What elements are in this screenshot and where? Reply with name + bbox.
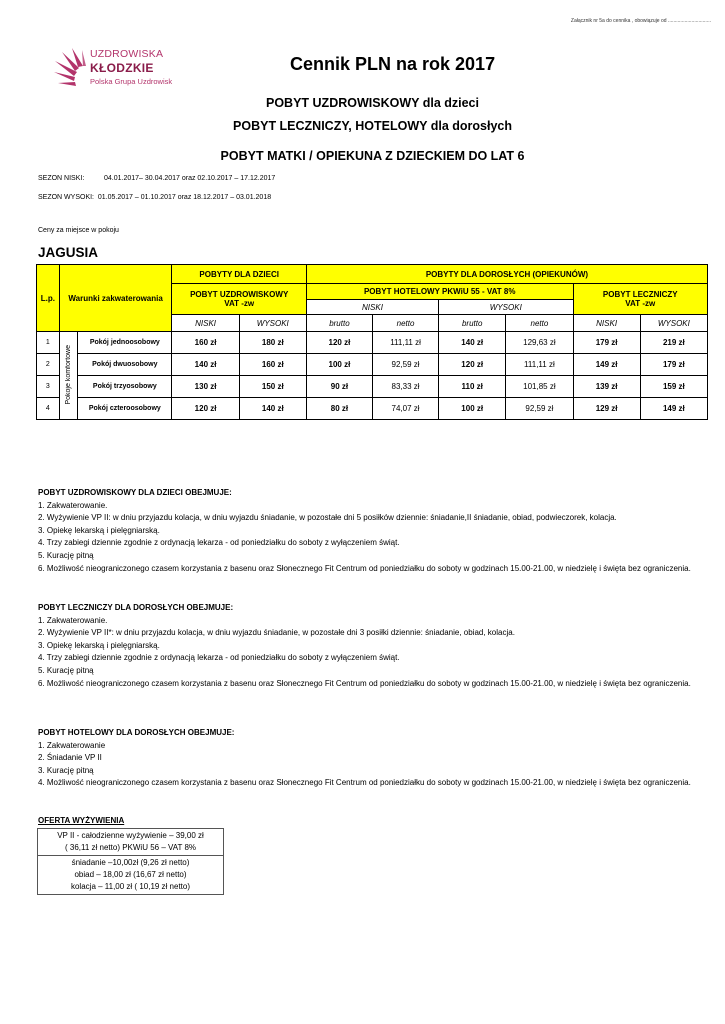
price-cell: 130 zł [172,376,239,398]
header-hotel-wysoki: WYSOKI [439,300,573,315]
header-h-wysoki-netto: netto [506,315,573,332]
header-leczniczy [573,284,708,315]
price-cell: 160 zł [172,332,239,354]
price-cell: 92,59 zł [372,354,438,376]
header-lp: L.p. [37,265,60,332]
section-adults-heading: POBYT LECZNICZY DLA DOROSŁYCH OBEJMUJE: [38,603,234,612]
subtitle-mother: POBYT MATKI / OPIEKUNA Z DZIECKIEM DO LAT 6 [220,149,525,163]
price-cell: 90 zł [306,376,372,398]
season-high [38,194,271,201]
list-item: 3. Kurację pitną [38,765,94,775]
header-leczniczy-label: POBYT LECZNICZY [602,290,678,299]
price-cell: 120 zł [439,354,506,376]
list-item: 5. Kurację pitną [38,665,94,675]
price-cell: 150 zł [239,376,306,398]
header-h-niski-brutto: brutto [306,315,372,332]
list-item: 6. Możliwość nieograniczonego czasem korzystania z basenu oraz Słonecznego Fit Centrum od poniedziałku do soboty w godzinach 15.00-21.00, w niedzielę i święta bez ograniczenia. [38,563,691,573]
header-uzdrowiskowy [172,284,306,315]
header-warunki: Warunki zakwaterowania [59,265,172,332]
table-row [37,376,708,398]
oferta-vp2-line2: ( 36,11 zł netto) PKWiU 56 – VAT 8% [64,843,197,852]
price-cell: 179 zł [640,354,707,376]
header-hotel-niski: NISKI [306,300,438,315]
header-h-wysoki-brutto: brutto [439,315,506,332]
list-item: 4. Możliwość nieograniczonego czasem korzystania z basenu oraz Słonecznego Fit Centrum od poniedziałku do soboty w godzinach 15.00-21.00, w niedzielę i święta bez ograniczenia. [38,778,691,788]
oferta-vp2 [38,829,224,856]
list-item: 2. Śniadanie VP II [38,753,102,763]
price-cell: 129,63 zł [506,332,573,354]
row-lp: 1 [37,332,60,354]
price-cell: 111,11 zł [372,332,438,354]
season-low [38,175,275,182]
logo-line3: Polska Grupa Uzdrowisk [90,77,173,86]
price-table [36,264,708,420]
price-cell: 149 zł [640,398,707,420]
list-item: 4. Trzy zabiegi dziennie zgodnie z ordynacją lekarza - od poniedziałku do soboty z wyłączeniem świąt. [38,538,400,548]
oferta-table [37,828,224,895]
price-cell: 120 zł [306,332,372,354]
vertical-label-cell [59,332,77,420]
page-title: Cennik PLN na rok 2017 [290,54,496,74]
season-low-label: SEZON NISKI: [38,175,85,182]
price-cell: 159 zł [640,376,707,398]
subtitle-adults: POBYT LECZNICZY, HOTELOWY dla dorosłych [233,119,512,133]
list-item: 2. Wyżywienie VP II*: w dniu przyjazdu kolacja, w dniu wyjazdu śniadanie, w pozostałe dni 3 posiłki dziennie: śniadanie, obiad, kolacja. [38,628,515,638]
row-room: Pokój trzyosobowy [78,376,172,398]
price-cell: 129 zł [573,398,640,420]
header-uzdrowiskowy-vat: VAT -zw [224,299,255,308]
price-cell: 140 zł [239,398,306,420]
header-h-niski-netto: netto [372,315,438,332]
oferta-meals [38,856,224,895]
attachment-note: Załącznik nr 5a do cennika , obowiązuje od ............................... [570,18,711,24]
section-hotel [38,727,708,790]
price-cell: 140 zł [439,332,506,354]
oferta-breakfast: śniadanie –10,00zł (9,26 zł netto) [71,858,190,867]
row-room: Pokój dwuosobowy [78,354,172,376]
season-low-dates: 04.01.2017– 30.04.2017 oraz 02.10.2017 – 17.12.2017 [104,175,276,182]
object-name: JAGUSIA [38,245,99,260]
price-cell: 139 zł [573,376,640,398]
table-row [37,332,708,354]
section-children-heading: POBYT UZDROWISKOWY DLA DZIECI OBEJMUJE: [38,488,232,497]
list-item: 5. Kurację pitną [38,550,94,560]
header-l-wysoki: WYSOKI [640,315,707,332]
price-cell: 80 zł [306,398,372,420]
price-cell: 160 zł [239,354,306,376]
price-cell: 74,07 zł [372,398,438,420]
oferta-dinner: kolacja – 11,00 zł ( 10,19 zł netto) [70,882,191,891]
oferta-lunch: obiad – 18,00 zł (16,67 zł netto) [74,870,187,879]
header-l-niski: NISKI [573,315,640,332]
vertical-label: Pokoje komfortowe [64,344,72,405]
price-cell: 140 zł [172,354,239,376]
section-adults [38,602,708,690]
list-item: 2. Wyżywienie VP II: w dniu przyjazdu kolacja, w dniu wyjazdu śniadanie, w pozostałe dni 5 posiłków dziennie: śniadanie,II śniadanie, obiad, podwieczorek, kolacja. [38,513,617,523]
row-lp: 3 [37,376,60,398]
price-cell: 100 zł [306,354,372,376]
oferta-vp2-line1: VP II - całodzienne wyżywienie – 39,00 zł [57,831,204,840]
list-item: 6. Możliwość nieograniczonego czasem korzystania z basenu oraz Słonecznego Fit Centrum od poniedziałku do soboty w godzinach 15.00-21.00, w niedzielę i święta bez ograniczenia. [38,678,691,688]
header-children: POBYTY DLA DZIECI [172,265,306,284]
price-cell: 101,85 zł [506,376,573,398]
price-cell: 83,33 zł [372,376,438,398]
table-row [37,354,708,376]
price-cell: 180 zł [239,332,306,354]
price-cell: 179 zł [573,332,640,354]
list-item: 3. Opiekę lekarską i pielęgniarską. [38,640,160,650]
header-u-wysoki: WYSOKI [239,315,306,332]
price-cell: 120 zł [172,398,239,420]
list-item: 1. Zakwaterowanie. [38,615,108,625]
row-lp: 2 [37,354,60,376]
price-cell: 110 zł [439,376,506,398]
price-cell: 149 zł [573,354,640,376]
price-rows [37,332,708,420]
price-cell: 111,11 zł [506,354,573,376]
header-uzdrowiskowy-label: POBYT UZDROWISKOWY [190,290,289,299]
subtitle-children: POBYT UZDROWISKOWY dla dzieci [266,96,479,110]
header-hotelowy: POBYT HOTELOWY PKWiU 55 - VAT 8% [306,284,573,300]
list-item: 3. Opiekę lekarską i pielęgniarską. [38,525,160,535]
logo-line1: UZDROWISKA [90,48,164,60]
price-cell: 92,59 zł [506,398,573,420]
row-room: Pokój czteroosobowy [78,398,172,420]
header-u-niski: NISKI [172,315,239,332]
oferta-heading: OFERTA WYŻYWIENIA [38,816,125,825]
price-cell: 219 zł [640,332,707,354]
price-note: Ceny za miejsce w pokoju [38,227,119,234]
price-cell: 100 zł [439,398,506,420]
list-item: 4. Trzy zabiegi dziennie zgodnie z ordynacją lekarza - od poniedziałku do soboty z wyłączeniem świąt. [38,653,400,663]
table-row [37,398,708,420]
section-hotel-heading: POBYT HOTELOWY DLA DOROSŁYCH OBEJMUJE: [38,728,235,737]
header-leczniczy-vat: VAT -zw [625,299,656,308]
list-item: 1. Zakwaterowanie [38,740,106,750]
section-children [38,487,708,575]
row-lp: 4 [37,398,60,420]
season-high-dates: 01.05.2017 – 01.10.2017 oraz 18.12.2017 – 03.01.2018 [97,194,272,201]
row-room: Pokój jednoosobowy [78,332,172,354]
logo-line2: KŁODZKIE [90,61,154,75]
list-item: 1. Zakwaterowanie. [38,500,108,510]
header-adults: POBYTY DLA DOROSŁYCH (OPIEKUNÓW) [306,265,707,284]
season-high-label: SEZON WYSOKI: [38,194,95,201]
